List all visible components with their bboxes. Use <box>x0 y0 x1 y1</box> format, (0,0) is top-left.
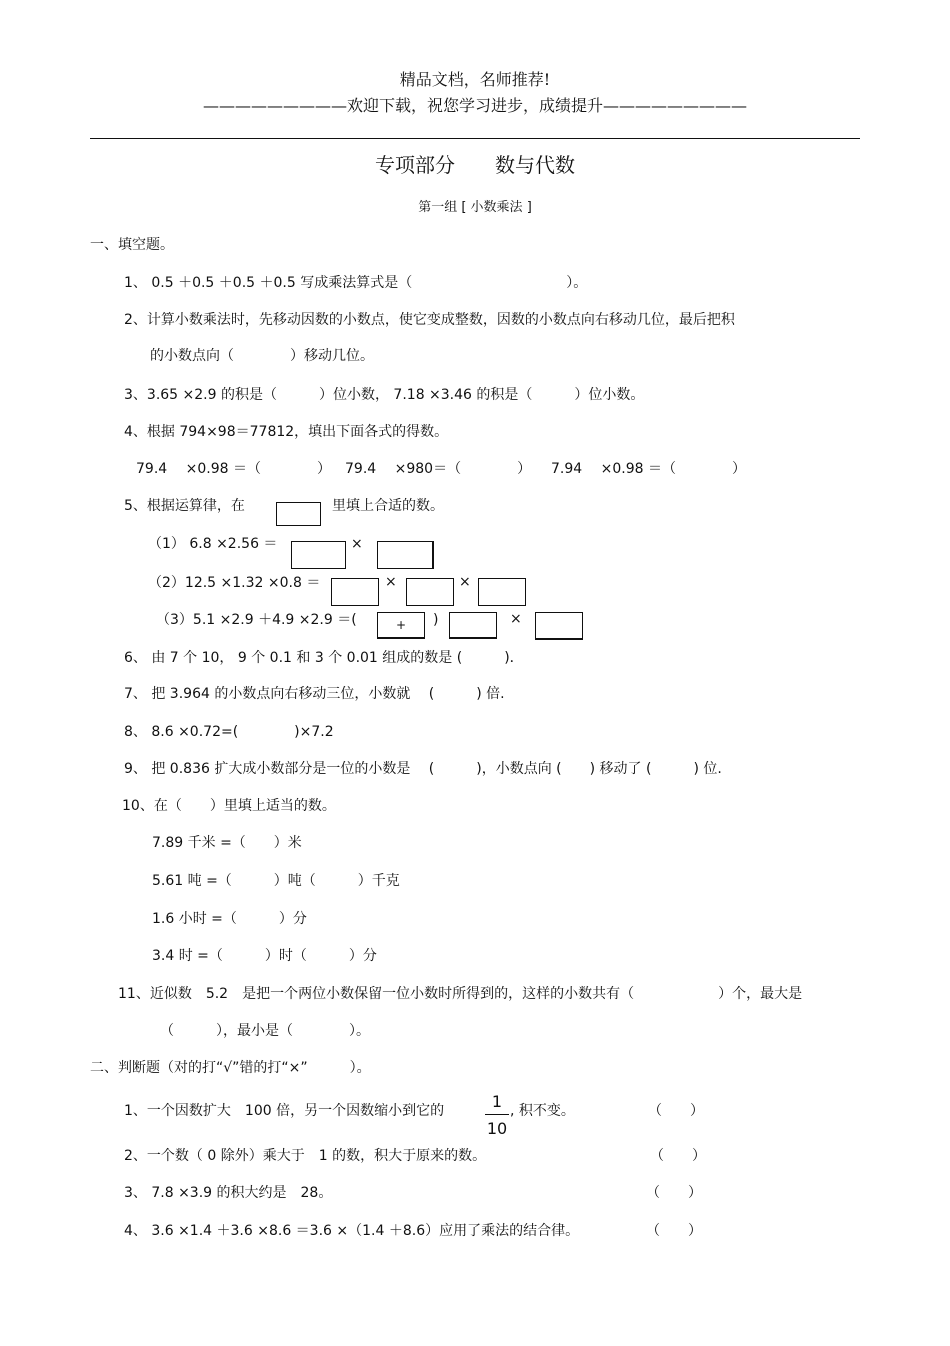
times-sign: × <box>510 611 522 627</box>
question-4-part-c: 7.94 ×0.98 ＝（ ） <box>551 461 746 477</box>
question-10-part-2: 5.61 吨 =（ ）吨（ ）千克 <box>152 873 400 889</box>
question-5-part-3: （3）5.1 ×2.9 ＋4.9 ×2.9 ＝( <box>156 612 357 628</box>
answer-box[interactable] <box>535 612 583 640</box>
judgment-1-trail: , 积不变。 <box>510 1103 575 1119</box>
question-5-part-2: （2）12.5 ×1.32 ×0.8 ＝ <box>148 575 321 591</box>
judgment-2-answer[interactable]: （ ） <box>650 1148 706 1164</box>
judgment-3: 3、 7.8 ×3.9 的积大约是 28。 <box>124 1185 333 1201</box>
page-title: 专项部分 数与代数 <box>375 153 575 177</box>
question-10: 10、在（ ）里填上适当的数。 <box>122 798 336 814</box>
judgment-3-answer[interactable]: （ ） <box>646 1185 702 1201</box>
header-line2: —————————欢迎下载，祝您学习进步，成绩提升————————— <box>202 96 747 115</box>
question-9: 9、 把 0.836 扩大成小数部分是一位的小数是 ( )，小数点向 ( ) 移动了 ( ) 位. <box>124 761 722 777</box>
fraction-numerator: 1 <box>491 1092 503 1111</box>
question-11-line2: （ ），最小是（ ）。 <box>160 1023 370 1039</box>
times-sign: × <box>459 574 471 590</box>
question-6: 6、 由 7 个 10， 9 个 0.1 和 3 个 0.01 组成的数是 ( )． <box>124 650 524 666</box>
times-sign: × <box>385 574 397 590</box>
answer-box-plus[interactable] <box>377 612 425 639</box>
times-sign: × <box>351 536 363 552</box>
question-5-lead: 5、根据运算律，在 <box>124 498 245 514</box>
header-line1: 精品文档，名师推荐! <box>399 70 551 89</box>
question-10-part-3: 1.6 小时 =（ ）分 <box>152 911 307 927</box>
question-5-part-1: （1） 6.8 ×2.56 ＝ <box>148 536 278 552</box>
judgment-4: 4、 3.6 ×1.4 ＋3.6 ×8.6 ＝3.6 ×（1.4 ＋8.6）应用了乘法的结合律。 <box>124 1223 580 1239</box>
answer-box[interactable] <box>406 578 454 606</box>
judgment-1-answer[interactable]: （ ） <box>648 1103 704 1119</box>
question-4-part-a: 79.4 ×0.98 ＝（ ） <box>136 461 331 477</box>
section1-heading: 一、填空题。 <box>90 237 174 253</box>
question-2-line1: 2、计算小数乘法时，先移动因数的小数点，使它变成整数，因数的小数点向右移动几位，最后把积 <box>124 312 735 328</box>
answer-box[interactable] <box>377 541 434 569</box>
answer-box[interactable] <box>449 612 497 639</box>
question-4: 4、根据 794×98＝77812，填出下面各式的得数。 <box>124 424 449 440</box>
page-subtitle: 第一组 [ 小数乘法 ] <box>418 200 532 215</box>
question-10-part-4: 3.4 时 =（ ）时（ ）分 <box>152 948 377 964</box>
fraction-denominator: 10 <box>486 1119 508 1138</box>
question-1: 1、 0.5 ＋0.5 ＋0.5 ＋0.5 写成乘法算式是（ ）。 <box>124 275 588 291</box>
question-2-line2: 的小数点向（ ）移动几位。 <box>150 348 374 364</box>
question-3: 3、3.65 ×2.9 的积是（ ）位小数， 7.18 ×3.46 的积是（ ）位小数。 <box>124 387 645 403</box>
answer-box[interactable] <box>276 502 321 526</box>
question-8: 8、 8.6 ×0.72=( )×7.2 <box>124 724 334 740</box>
answer-box[interactable] <box>478 578 526 606</box>
judgment-4-answer[interactable]: （ ） <box>646 1223 702 1239</box>
answer-box[interactable] <box>331 578 379 606</box>
plus-sign: + <box>395 618 407 632</box>
question-10-part-1: 7.89 千米 =（ ）米 <box>152 835 302 851</box>
answer-box[interactable] <box>291 541 346 569</box>
question-5-trail: 里填上合适的数。 <box>332 498 444 514</box>
question-11-line1: 11、近似数 5.2 是把一个两位小数保留一位小数时所得到的，这样的小数共有（ ）个，最大是 <box>118 986 803 1002</box>
judgment-2: 2、一个数（ 0 除外）乘大于 1 的数，积大于原来的数。 <box>124 1148 487 1164</box>
question-4-part-b: 79.4 ×980＝（ ） <box>345 461 532 477</box>
close-paren: ) <box>433 612 439 628</box>
judgment-1-lead: 1、一个因数扩大 100 倍，另一个因数缩小到它的 <box>124 1103 445 1119</box>
question-7: 7、 把 3.964 的小数点向右移动三位，小数就 ( ) 倍. <box>124 686 505 702</box>
header-divider <box>90 138 860 139</box>
section2-heading: 二、判断题（对的打“√”错的打“×” ）。 <box>90 1060 371 1076</box>
fraction-bar <box>485 1114 509 1115</box>
